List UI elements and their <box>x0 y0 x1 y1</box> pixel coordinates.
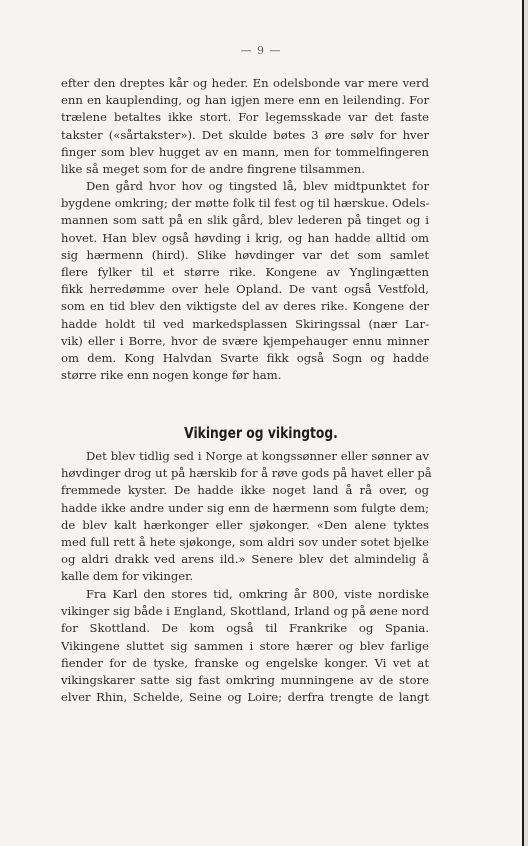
text-line: fiender for de tyske, franske og engelske konger. Vi vet at <box>61 655 429 670</box>
text-line: hadde ikke andre under sig enn de hærmenn som fulgte dem; <box>61 500 429 515</box>
paragraph-2 <box>61 178 429 384</box>
text-line: fikk herredømme over hele Opland. De vant også Vestfold, <box>61 282 429 297</box>
text-line: vikingskarer satte sig fast omkring munningene av de store <box>61 673 429 688</box>
text-line: trælene betaltes ikke stort. For legemsskade var det faste <box>61 110 429 125</box>
text-line: og aldri drakk ved arens ild.» Senere blev det almindelig å <box>61 552 429 567</box>
text-line: Vikingene sluttet sig sammen i store hærer og blev farlige <box>61 638 429 653</box>
text-line: kalle dem for vikinger. <box>61 569 194 584</box>
text-line: med full rett å hete sjøkonge, som aldri sov under sotet bjelke <box>61 535 429 550</box>
text-line: efter den dreptes kår og heder. En odelsbonde var mere verd <box>61 76 429 90</box>
text-line: for Skottland. De kom også til Frankrike og Spania. <box>61 621 429 636</box>
text-line: flere fylker til et større rike. Kongene av Ynglingætten <box>61 265 429 280</box>
text-line: som en tid blev den viktigste del av deres rike. Kongene der <box>61 299 429 314</box>
text-line: om dem. Kong Halvdan Svarte fikk også Sogn og hadde <box>61 351 429 366</box>
section-heading: Vikinger og vikingtog. <box>184 424 338 442</box>
text-line: bygdene omkring; der møtte folk til fest og til hærskue. Odels- <box>61 196 430 211</box>
paragraph-4 <box>61 586 429 706</box>
text-line: sig hærmenn (hird). Slike høvdinger var det som samlet <box>61 247 429 262</box>
text-line: fremmede kyster. De hadde ikke noget land å rå over, og <box>61 483 429 498</box>
text-line: hovet. Han blev også høvding i krig, og han hadde alltid om <box>61 230 429 245</box>
text-line: de blev kalt hærkonger eller sjøkonger. «Den alene tyktes <box>61 517 429 532</box>
text-line: større rike enn nogen konge før ham. <box>61 368 282 383</box>
text-line: elver Rhin, Schelde, Seine og Loire; derfra trengte de langt <box>61 690 429 705</box>
text-line: Den gård hvor hov og tingsted lå, blev midtpunktet for <box>86 179 429 193</box>
text-line: enn en kauplending, og han igjen mere enn en leilending. For <box>61 93 429 108</box>
text-line: vikinger sig både i England, Skottland, Irland og på øene nord <box>61 604 429 619</box>
text-line: Fra Karl den stores tid, omkring år 800, viste nordiske <box>86 587 429 601</box>
paragraph-1 <box>61 75 429 178</box>
paragraph-3 <box>61 448 432 586</box>
text-line: finger som blev hugget av en mann, men for tommelfingeren <box>61 144 429 159</box>
text-line: hadde holdt til ved markedsplassen Skiringssal (nær Lar- <box>61 316 429 331</box>
text-line: mannen som satt på en slik gård, blev lederen på tinget og i <box>61 213 429 228</box>
scan-margin <box>524 0 528 846</box>
text-line: høvdinger drog ut på hærskib for å røve gods på havet eller på <box>61 466 432 481</box>
text-line: like så meget som for de andre fingrene tilsammen. <box>61 162 365 177</box>
text-line: takster («sårtakster»). Det skulde bøtes 3 øre sølv for hver <box>61 127 429 142</box>
text-line: Det blev tidlig sed i Norge at kongssønner eller sønner av <box>86 449 429 463</box>
page-number: — 9 — <box>240 44 282 57</box>
text-line: vik) eller i Borre, hvor de svære kjempehauger ennu minner <box>61 333 429 348</box>
